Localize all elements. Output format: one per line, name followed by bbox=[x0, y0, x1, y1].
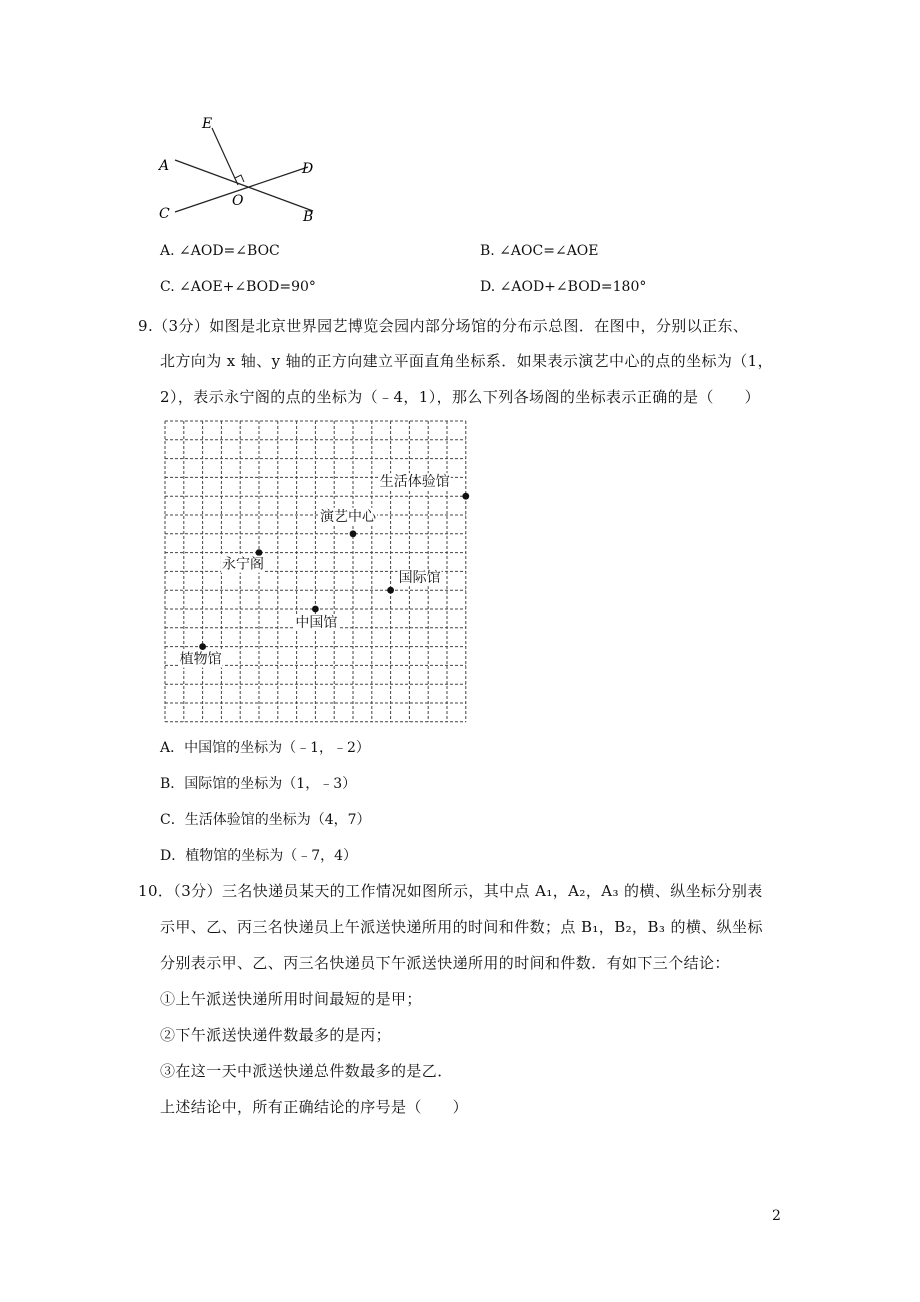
q9-option-c: C．生活体验馆的坐标为（4，7） bbox=[160, 812, 371, 828]
venue-point bbox=[256, 549, 263, 556]
venue-label: 国际馆 bbox=[398, 570, 441, 587]
q9-line-1: 9.（3分）如图是北京世界园艺博览会园内部分场馆的分布示总图．在图中，分别以正东、 bbox=[138, 317, 749, 335]
q8-option-b: B. ∠AOC=∠AOE bbox=[480, 243, 599, 259]
venue-point bbox=[312, 606, 319, 613]
page-number: 2 bbox=[772, 1208, 781, 1224]
q9-option-b: B．国际馆的坐标为（1，﹣3） bbox=[160, 776, 357, 792]
angle-figure bbox=[150, 108, 330, 230]
label-d: D bbox=[302, 161, 314, 177]
line-ab bbox=[175, 160, 313, 211]
venue-label: 演艺中心 bbox=[320, 508, 376, 525]
q10-conclusion-3: ③在这一天中派送快递总件数最多的是乙． bbox=[160, 1062, 453, 1080]
venue-label: 中国馆 bbox=[295, 615, 338, 631]
venue-point bbox=[387, 587, 394, 594]
q10-question: 上述结论中，所有正确结论的序号是（ ） bbox=[160, 1098, 469, 1116]
venue-label: 生活体验馆 bbox=[379, 474, 450, 491]
venue-label: 永宁阁 bbox=[222, 556, 264, 573]
q10-conclusion-1: ①上午派送快递所用时间最短的是甲； bbox=[160, 990, 422, 1008]
label-a: A bbox=[159, 158, 170, 174]
q8-option-a: A. ∠AOD=∠BOC bbox=[160, 243, 280, 259]
venue-point bbox=[199, 643, 206, 650]
label-e: E bbox=[202, 116, 213, 132]
label-c: C bbox=[159, 206, 170, 222]
q9-option-a: A．中国馆的坐标为（﹣1，﹣2） bbox=[160, 740, 370, 756]
q10-line-2: 示甲、乙、丙三名快递员上午派送快递所用的时间和件数；点 B₁，B₂，B₃ 的横、纵坐标 bbox=[160, 918, 763, 936]
label-b: B bbox=[303, 209, 314, 225]
q8-option-c: C. ∠AOE+∠BOD=90° bbox=[160, 279, 316, 295]
label-o: O bbox=[232, 193, 244, 209]
venue-map bbox=[160, 416, 470, 724]
ray-oe bbox=[212, 128, 238, 185]
venue-label: 植物馆 bbox=[179, 651, 222, 668]
q10-conclusion-2: ②下午派送快递件数最多的是丙； bbox=[160, 1026, 392, 1044]
q10-line-1: 10．（3分）三名快递员某天的工作情况如图所示，其中点 A₁，A₂，A₃ 的横、纵坐标分别表 bbox=[138, 882, 763, 900]
q9-line-2: 北方向为 x 轴、y 轴的正方向建立平面直角坐标系．如果表示演艺中心的点的坐标为（1， bbox=[160, 352, 773, 370]
q8-option-d: D. ∠AOD+∠BOD=180° bbox=[480, 279, 647, 295]
venue-point bbox=[350, 530, 357, 537]
q9-line-3: 2），表示永宁阁的点的坐标为（﹣4，1），那么下列各场阁的坐标表示正确的是（ ） bbox=[160, 388, 761, 406]
q10-line-3: 分别表示甲、乙、丙三名快递员下午派送快递所用的时间和件数．有如下三个结论： bbox=[160, 954, 730, 972]
venue-point bbox=[462, 493, 469, 500]
q9-option-d: D．植物馆的坐标为（﹣7，4） bbox=[160, 848, 358, 864]
